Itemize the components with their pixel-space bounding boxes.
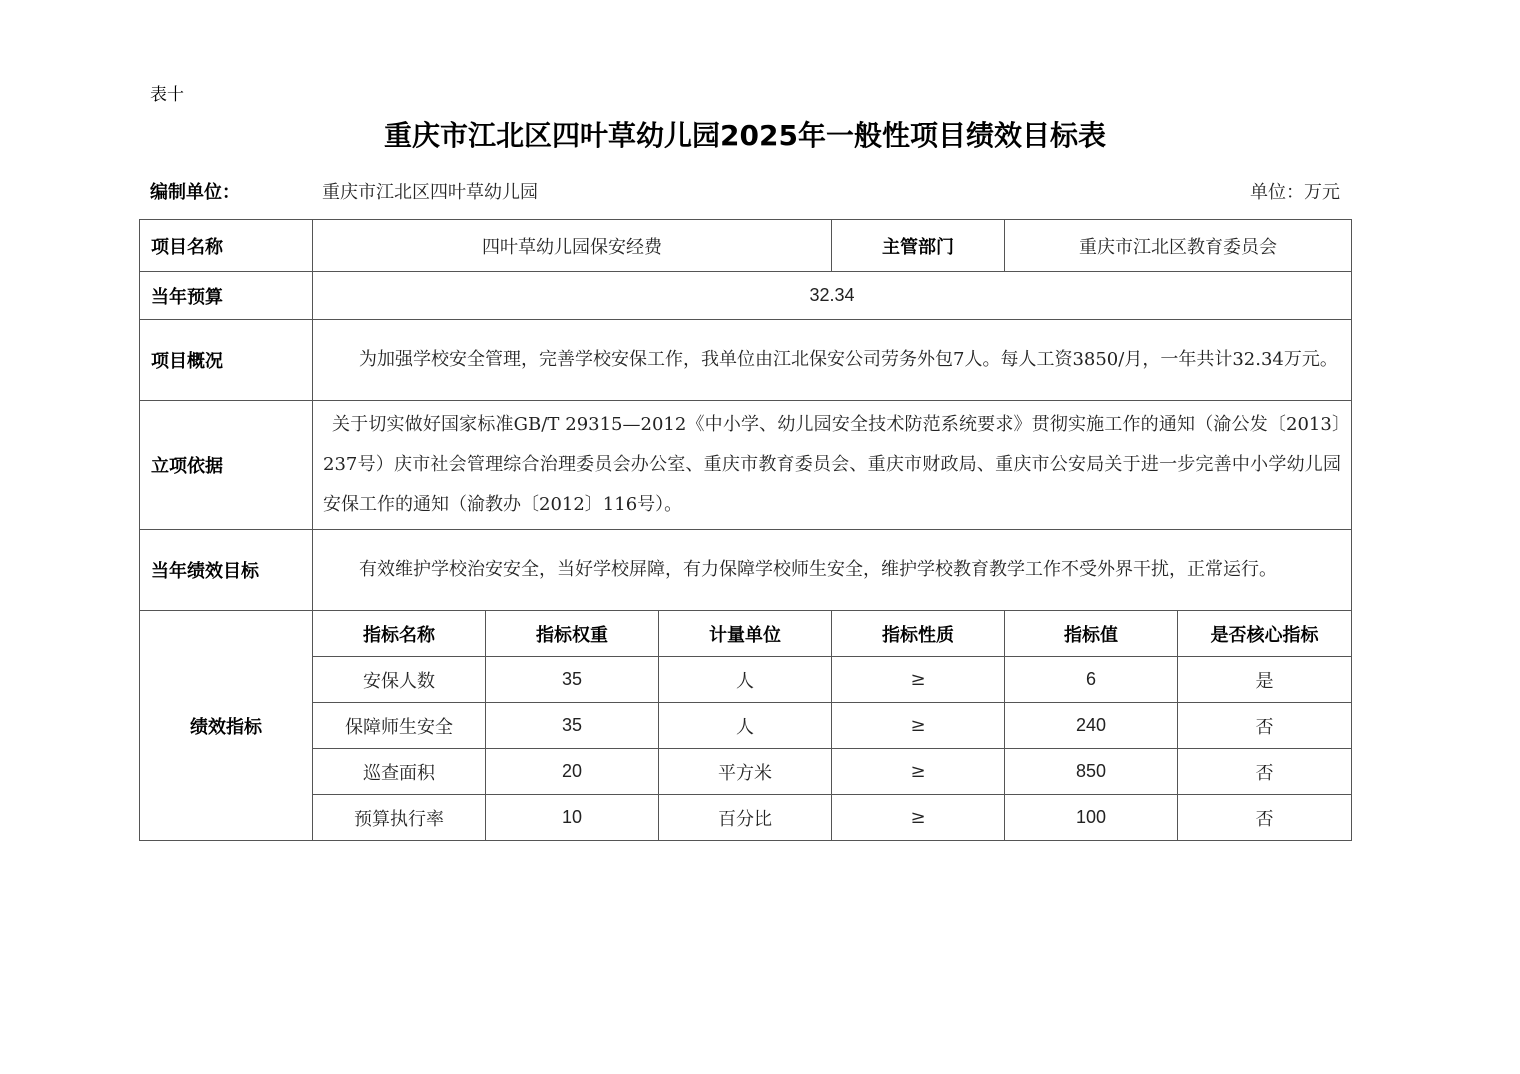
indicator-value: 850	[1005, 749, 1178, 795]
indicator-name: 巡查面积	[313, 749, 486, 795]
compiling-unit-value: 重庆市江北区四叶草幼儿园	[322, 182, 538, 203]
indicator-nature: ≥	[832, 749, 1005, 795]
indicator-row	[140, 795, 1352, 841]
indicator-weight: 10	[486, 795, 659, 841]
column-header: 是否核心指标	[1178, 611, 1352, 657]
indicator-unit: 人	[659, 657, 832, 703]
overview-label: 项目概况	[140, 320, 313, 401]
department-label: 主管部门	[832, 220, 1005, 272]
indicator-core: 否	[1178, 703, 1352, 749]
indicator-value: 240	[1005, 703, 1178, 749]
column-header: 指标值	[1005, 611, 1178, 657]
indicator-nature: ≥	[832, 795, 1005, 841]
indicator-row	[140, 749, 1352, 795]
indicator-row	[140, 657, 1352, 703]
indicator-unit: 人	[659, 703, 832, 749]
indicator-nature: ≥	[832, 657, 1005, 703]
project-name-label: 项目名称	[140, 220, 313, 272]
basis-text: 关于切实做好国家标准GB/T 29315—2012《中小学、幼儿园安全技术防范系统要求》贯彻实施工作的通知（渝公发〔2013〕237号）庆市社会管理综合治理委员会办公室、重庆市教育委员会、重庆市财政局、重庆市公安局关于进一步完善中小学幼儿园安保工作的通知（渝教办〔2012〕116号）。	[313, 401, 1352, 530]
column-header: 指标性质	[832, 611, 1005, 657]
performance-target-table	[139, 219, 1352, 841]
overview-text: 为加强学校安全管理，完善学校安保工作，我单位由江北保安公司劳务外包7人。每人工资3850/月，一年共计32.34万元。	[313, 320, 1352, 401]
indicator-name: 保障师生安全	[313, 703, 486, 749]
basis-label: 立项依据	[140, 401, 313, 530]
currency-unit: 单位：万元	[1250, 182, 1340, 203]
goal-label: 当年绩效目标	[140, 530, 313, 611]
column-header: 指标权重	[486, 611, 659, 657]
row-project-name	[140, 220, 1352, 272]
row-basis	[140, 401, 1352, 530]
indicators-section-label: 绩效指标	[140, 611, 313, 841]
indicator-core: 否	[1178, 795, 1352, 841]
indicator-name: 预算执行率	[313, 795, 486, 841]
budget-value: 32.34	[313, 272, 1352, 320]
indicator-weight: 35	[486, 657, 659, 703]
row-budget	[140, 272, 1352, 320]
document-title: 重庆市江北区四叶草幼儿园2025年一般性项目绩效目标表	[384, 119, 1106, 152]
compiling-unit-label: 编制单位：	[150, 182, 240, 203]
budget-label: 当年预算	[140, 272, 313, 320]
column-header: 指标名称	[313, 611, 486, 657]
project-name-value: 四叶草幼儿园保安经费	[313, 220, 832, 272]
column-header: 计量单位	[659, 611, 832, 657]
indicator-unit: 平方米	[659, 749, 832, 795]
meta-row	[150, 178, 1340, 204]
indicator-row	[140, 703, 1352, 749]
row-goal	[140, 530, 1352, 611]
indicator-name: 安保人数	[313, 657, 486, 703]
table-number: 表十	[150, 85, 184, 105]
row-overview	[140, 320, 1352, 401]
indicator-unit: 百分比	[659, 795, 832, 841]
goal-text: 有效维护学校治安安全，当好学校屏障，有力保障学校师生安全，维护学校教育教学工作不受外界干扰，正常运行。	[313, 530, 1352, 611]
indicator-header-row	[140, 611, 1352, 657]
indicator-weight: 35	[486, 703, 659, 749]
department-value: 重庆市江北区教育委员会	[1005, 220, 1352, 272]
indicator-core: 是	[1178, 657, 1352, 703]
indicator-weight: 20	[486, 749, 659, 795]
indicator-value: 6	[1005, 657, 1178, 703]
indicator-value: 100	[1005, 795, 1178, 841]
indicator-nature: ≥	[832, 703, 1005, 749]
indicator-core: 否	[1178, 749, 1352, 795]
